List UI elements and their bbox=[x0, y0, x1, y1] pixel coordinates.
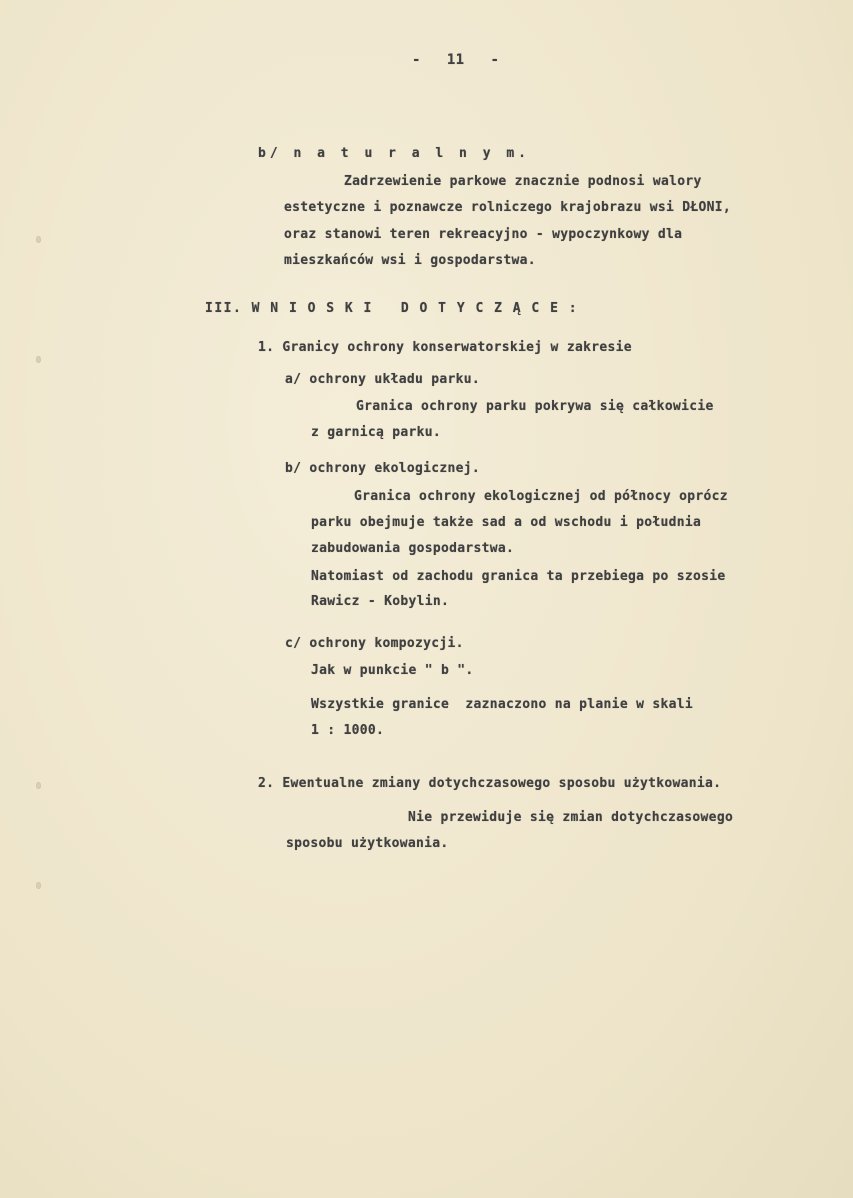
text-line: Wszystkie granice zaznaczono na planie w skali bbox=[311, 697, 693, 712]
text-line: mieszkańców wsi i gospodarstwa. bbox=[284, 253, 536, 268]
text-line: 1 : 1000. bbox=[311, 723, 385, 738]
text-line: zabudowania gospodarstwa. bbox=[311, 541, 515, 556]
list-subitem: c/ ochrony kompozycji. bbox=[285, 636, 464, 651]
text-line: oraz stanowi teren rekreacyjno - wypoczynkowy dla bbox=[284, 227, 683, 242]
text-line: parku obejmuje także sad a od wschodu i południa bbox=[311, 515, 702, 530]
text-line: Rawicz - Kobylin. bbox=[311, 594, 450, 609]
section-heading: III. W N I O S K I D O T Y C Z Ą C E : bbox=[205, 301, 579, 316]
text-line: Granica ochrony ekologicznej od północy oprócz bbox=[354, 489, 728, 504]
list-subitem: a/ ochrony układu parku. bbox=[285, 372, 481, 387]
punch-hole bbox=[36, 236, 41, 243]
text-line: Zadrzewienie parkowe znacznie podnosi walory bbox=[344, 174, 702, 189]
text-line: sposobu użytkowania. bbox=[286, 836, 449, 851]
page-number: - 11 - bbox=[412, 52, 500, 68]
list-subitem: b/ ochrony ekologicznej. bbox=[285, 461, 481, 476]
list-item: 2. Ewentualne zmiany dotychczasowego sposobu użytkowania. bbox=[258, 776, 722, 791]
subsection-heading: b/ n a t u r a l n y m. bbox=[258, 146, 531, 161]
punch-hole bbox=[36, 356, 41, 363]
text-line: z garnicą parku. bbox=[311, 425, 442, 440]
text-line: estetyczne i poznawcze rolniczego krajobrazu wsi DŁONI, bbox=[284, 200, 731, 215]
text-line: Granica ochrony parku pokrywa się całkowicie bbox=[356, 399, 714, 414]
punch-hole bbox=[36, 782, 41, 789]
list-item: 1. Granicy ochrony konserwatorskiej w zakresie bbox=[258, 340, 632, 355]
text-line: Nie przewiduje się zmian dotychczasowego bbox=[408, 810, 734, 825]
text-line: Jak w punkcie " b ". bbox=[311, 663, 474, 678]
text-line: Natomiast od zachodu granica ta przebiega po szosie bbox=[311, 569, 726, 584]
punch-hole bbox=[36, 882, 41, 889]
